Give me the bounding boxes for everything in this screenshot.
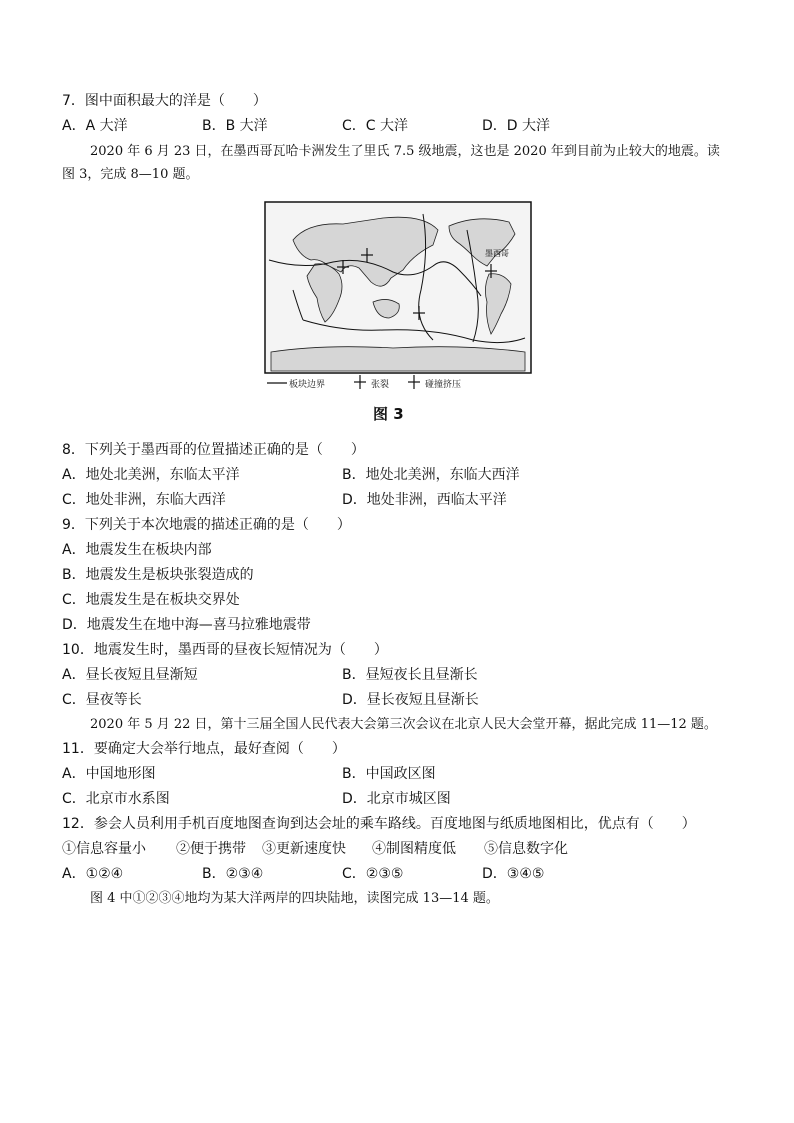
- q8-option-c: C．地处非洲，东临大西洋: [62, 492, 226, 508]
- rift-legend-icon: [353, 375, 367, 389]
- q12-option-d: D．③④⑤: [482, 866, 545, 882]
- q12-option-b: B．②③④: [202, 866, 264, 882]
- map-legend: [265, 375, 535, 391]
- q12-option-c: C．②③⑤: [342, 866, 404, 882]
- collision-legend-icon: [407, 375, 421, 389]
- mexico-map-label: 墨西哥: [485, 249, 509, 258]
- q12-item-3: ③更新速度快: [262, 841, 346, 857]
- intro-paragraph-2: 2020 年 5 月 22 日，第十三届全国人民代表大会第三次会议在北京人民大会堂开幕，据此完成 11—12 题。: [90, 717, 717, 732]
- intro-paragraph-3: 图 4 中①②③④地均为某大洋两岸的四块陆地，读图完成 13—14 题。: [90, 891, 499, 906]
- q11-option-c: C．北京市水系图: [62, 791, 170, 807]
- q11-option-d: D．北京市城区图: [342, 791, 451, 807]
- legend-boundary-label: 板块边界: [289, 380, 326, 390]
- q8-option-b: B．地处北美洲，东临大西洋: [342, 467, 520, 483]
- legend-collision-label: 碰撞挤压: [425, 380, 462, 390]
- q7-option-d: D．D 大洋: [482, 118, 551, 134]
- q9-stem: 9．下列关于本次地震的描述正确的是（ ）: [62, 517, 351, 533]
- q11-stem: 11．要确定大会举行地点，最好查阅（ ）: [62, 741, 346, 757]
- q9-option-a: A．地震发生在板块内部: [62, 542, 212, 558]
- q12-item-4: ④制图精度低: [372, 841, 456, 857]
- q12-stem: 12．参会人员利用手机百度地图查询到达会址的乘车路线。百度地图与纸质地图相比，优点有（ ）: [62, 816, 696, 832]
- figure-3-caption: 图 3: [373, 405, 404, 423]
- legend-rift-label: 张裂: [371, 380, 390, 390]
- q7-option-b: B．B 大洋: [202, 118, 268, 134]
- q7-option-a: A．A 大洋: [62, 118, 128, 134]
- q8-option-d: D．地处非洲，西临太平洋: [342, 492, 507, 508]
- q10-option-a: A．昼长夜短且昼渐短: [62, 667, 198, 683]
- continent-antarctica: [271, 347, 525, 371]
- world-plate-map: [263, 200, 533, 375]
- intro-paragraph-1-line-1: 2020 年 6 月 23 日，在墨西哥瓦哈卡洲发生了里氏 7.5 级地震，这也是 2020 年到目前为止较大的地震。读: [90, 144, 720, 159]
- q10-option-b: B．昼短夜长且昼渐长: [342, 667, 478, 683]
- q9-option-b: B．地震发生是板块张裂造成的: [62, 567, 254, 583]
- q11-option-a: A．中国地形图: [62, 766, 156, 782]
- q12-option-a: A．①②④: [62, 866, 124, 882]
- q12-item-2: ②便于携带: [176, 841, 246, 857]
- q9-option-d: D．地震发生在地中海—喜马拉雅地震带: [62, 617, 311, 633]
- q10-option-c: C．昼夜等长: [62, 692, 142, 708]
- q12-item-5: ⑤信息数字化: [484, 841, 568, 857]
- q10-stem: 10．地震发生时，墨西哥的昼夜长短情况为（ ）: [62, 642, 388, 658]
- q11-option-b: B．中国政区图: [342, 766, 436, 782]
- intro-paragraph-1-line-2: 图 3，完成 8—10 题。: [62, 167, 199, 182]
- q7-stem: 7．图中面积最大的洋是（ ）: [62, 93, 267, 109]
- plate-boundary-legend-icon: [267, 380, 287, 386]
- q8-stem: 8．下列关于墨西哥的位置描述正确的是（ ）: [62, 442, 365, 458]
- q8-option-a: A．地处北美洲，东临太平洋: [62, 467, 240, 483]
- q10-option-d: D．昼长夜短且昼渐长: [342, 692, 479, 708]
- q7-option-c: C．C 大洋: [342, 118, 409, 134]
- q9-option-c: C．地震发生是在板块交界处: [62, 592, 240, 608]
- q12-item-1: ①信息容量小: [62, 841, 146, 857]
